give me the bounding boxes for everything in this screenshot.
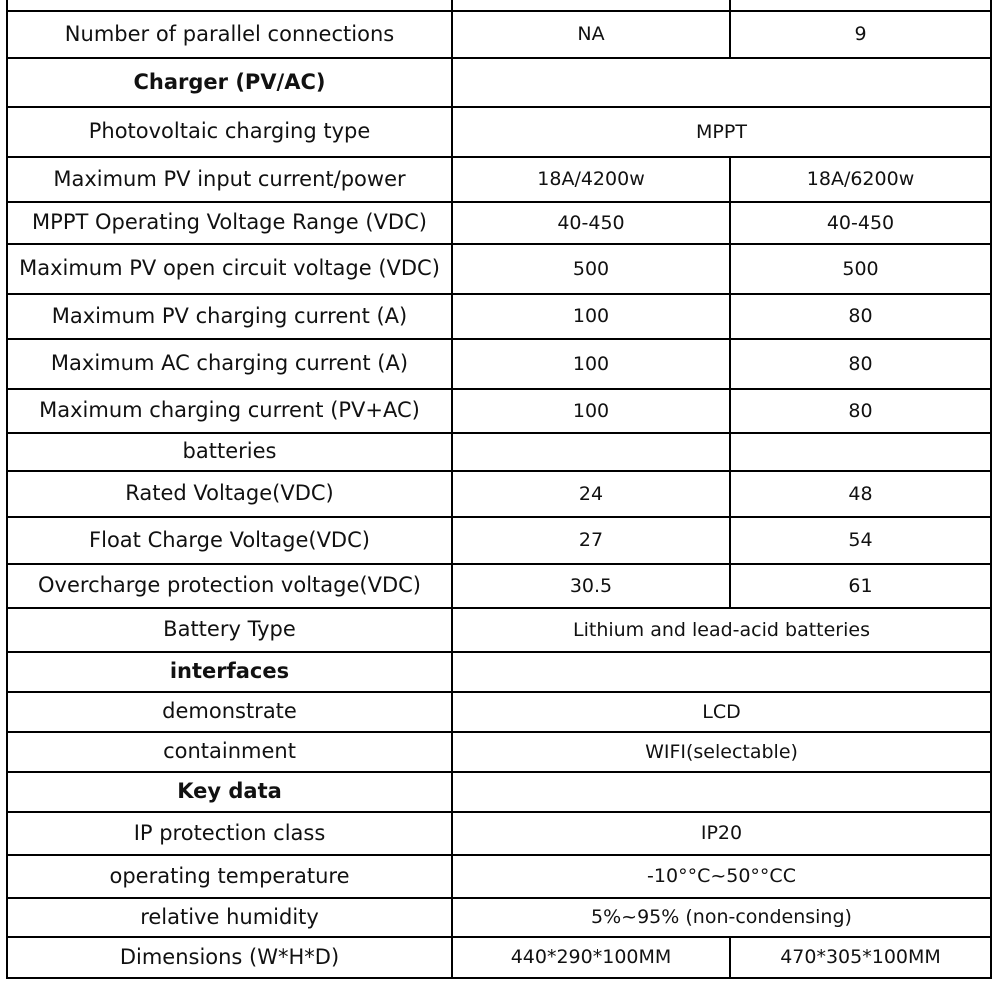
spec-value-cell bbox=[730, 0, 991, 11]
spec-value-cell: IP20 bbox=[452, 812, 991, 855]
table-row bbox=[7, 58, 991, 107]
spec-value-cell: 500 bbox=[452, 244, 730, 294]
spec-value-cell: 18A/4200w bbox=[452, 157, 730, 202]
table-row bbox=[7, 732, 991, 772]
spec-value-cell: 500 bbox=[730, 244, 991, 294]
spec-label-cell: Battery Type bbox=[7, 608, 452, 652]
table-row bbox=[7, 898, 991, 937]
spec-value-cell bbox=[452, 433, 730, 471]
spec-value-cell: 40-450 bbox=[452, 202, 730, 244]
table-row bbox=[7, 608, 991, 652]
spec-value-cell bbox=[452, 772, 991, 812]
section-heading-cell: Charger (PV/AC) bbox=[7, 58, 452, 107]
table-row bbox=[7, 772, 991, 812]
spec-label-cell: Rated Voltage(VDC) bbox=[7, 471, 452, 517]
spec-value-cell: 80 bbox=[730, 389, 991, 433]
spec-label-cell: Number of parallel connections bbox=[7, 11, 452, 58]
table-row bbox=[7, 202, 991, 244]
table-row bbox=[7, 517, 991, 564]
spec-value-cell: 18A/6200w bbox=[730, 157, 991, 202]
spec-value-cell: LCD bbox=[452, 692, 991, 732]
table-row bbox=[7, 294, 991, 339]
table-row bbox=[7, 692, 991, 732]
spec-value-cell bbox=[730, 433, 991, 471]
spec-table bbox=[6, 0, 992, 979]
table-row bbox=[7, 564, 991, 608]
section-heading-cell: Key data bbox=[7, 772, 452, 812]
table-row bbox=[7, 107, 991, 157]
spec-label-cell: Maximum PV charging current (A) bbox=[7, 294, 452, 339]
spec-value-cell: 80 bbox=[730, 339, 991, 389]
spec-value-cell: -10°°C~50°°CC bbox=[452, 855, 991, 898]
spec-value-cell: 9 bbox=[730, 11, 991, 58]
spec-label-cell: containment bbox=[7, 732, 452, 772]
spec-value-cell: 48 bbox=[730, 471, 991, 517]
spec-value-cell: Lithium and lead-acid batteries bbox=[452, 608, 991, 652]
spec-value-cell: 40-450 bbox=[730, 202, 991, 244]
spec-label-cell: relative humidity bbox=[7, 898, 452, 937]
spec-label-cell: batteries bbox=[7, 433, 452, 471]
spec-label-cell: Dimensions (W*H*D) bbox=[7, 937, 452, 978]
spec-value-cell: 61 bbox=[730, 564, 991, 608]
table-row bbox=[7, 244, 991, 294]
table-row bbox=[7, 11, 991, 58]
spec-label-cell: Overcharge protection voltage(VDC) bbox=[7, 564, 452, 608]
spec-label-cell: IP protection class bbox=[7, 812, 452, 855]
spec-label-cell: Maximum AC charging current (A) bbox=[7, 339, 452, 389]
spec-value-cell: 100 bbox=[452, 389, 730, 433]
spec-value-cell: MPPT bbox=[452, 107, 991, 157]
spec-value-cell: 27 bbox=[452, 517, 730, 564]
spec-value-cell bbox=[452, 58, 991, 107]
section-heading-cell: interfaces bbox=[7, 652, 452, 692]
spec-value-cell: 30.5 bbox=[452, 564, 730, 608]
spec-value-cell bbox=[452, 652, 991, 692]
table-row bbox=[7, 433, 991, 471]
spec-value-cell: WIFI(selectable) bbox=[452, 732, 991, 772]
spec-label-cell: Maximum PV open circuit voltage (VDC) bbox=[7, 244, 452, 294]
spec-value-cell bbox=[452, 0, 730, 11]
table-row bbox=[7, 0, 991, 11]
spec-label-cell: Maximum PV input current/power bbox=[7, 157, 452, 202]
table-row bbox=[7, 937, 991, 978]
spec-value-cell: 80 bbox=[730, 294, 991, 339]
spec-label-cell: Photovoltaic charging type bbox=[7, 107, 452, 157]
table-row bbox=[7, 157, 991, 202]
spec-label-cell: Float Charge Voltage(VDC) bbox=[7, 517, 452, 564]
spec-value-cell: 440*290*100MM bbox=[452, 937, 730, 978]
spec-value-cell: NA bbox=[452, 11, 730, 58]
table-row bbox=[7, 389, 991, 433]
table-row bbox=[7, 812, 991, 855]
spec-value-cell: 24 bbox=[452, 471, 730, 517]
spec-label-cell: MPPT Operating Voltage Range (VDC) bbox=[7, 202, 452, 244]
table-row bbox=[7, 652, 991, 692]
spec-value-cell: 470*305*100MM bbox=[730, 937, 991, 978]
table-row bbox=[7, 855, 991, 898]
spec-label-cell: operating temperature bbox=[7, 855, 452, 898]
spec-label-cell bbox=[7, 0, 452, 11]
spec-table-body bbox=[7, 0, 991, 978]
spec-label-cell: Maximum charging current (PV+AC) bbox=[7, 389, 452, 433]
spec-value-cell: 100 bbox=[452, 339, 730, 389]
spec-value-cell: 5%~95% (non-condensing) bbox=[452, 898, 991, 937]
spec-label-cell: demonstrate bbox=[7, 692, 452, 732]
spec-value-cell: 54 bbox=[730, 517, 991, 564]
table-row bbox=[7, 339, 991, 389]
spec-value-cell: 100 bbox=[452, 294, 730, 339]
table-row bbox=[7, 471, 991, 517]
